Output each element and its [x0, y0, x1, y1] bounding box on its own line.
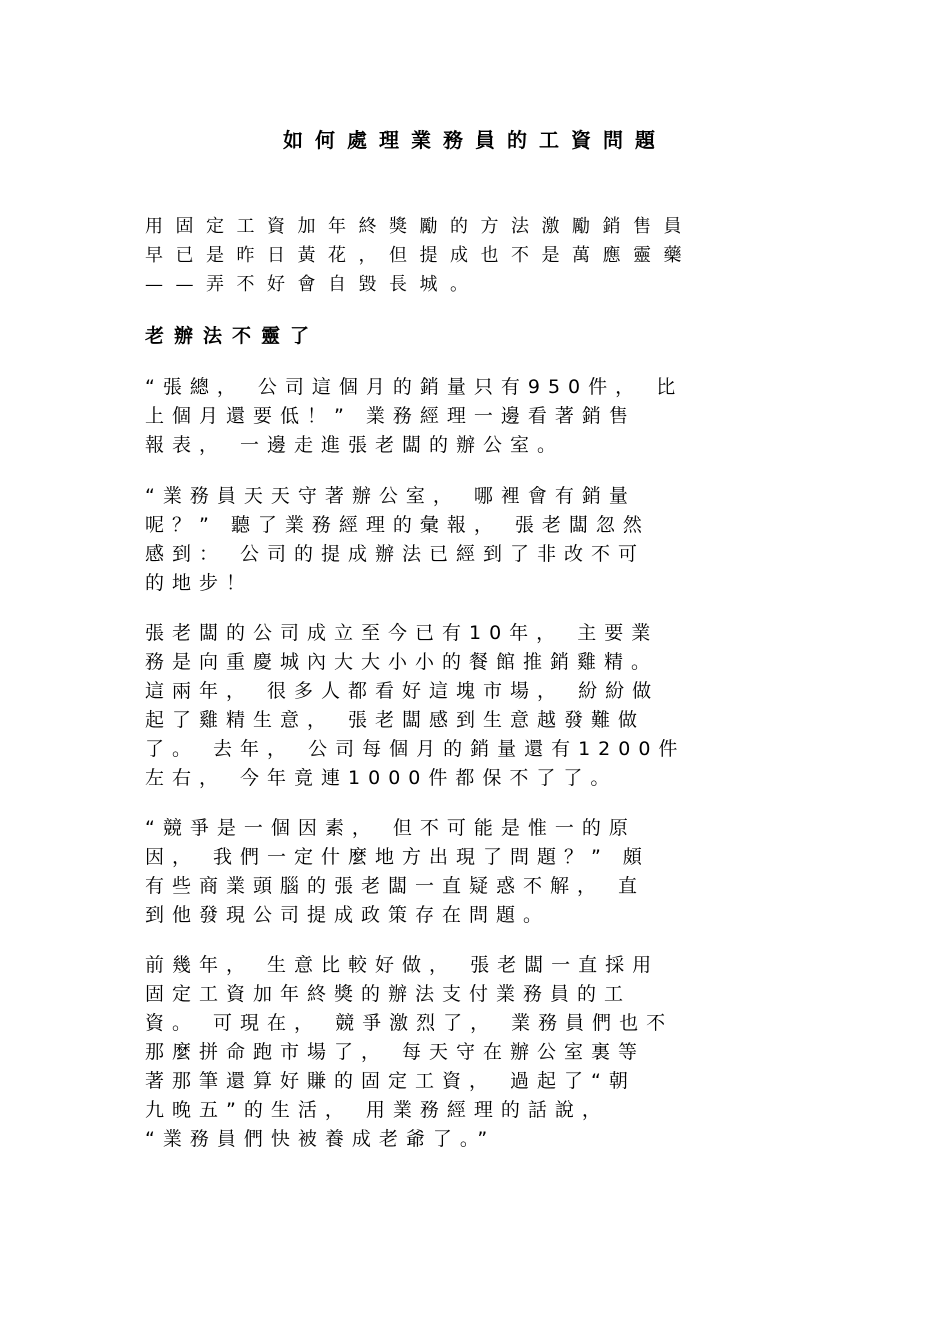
paragraph-line: “張總， 公司這個月的銷量只有950件， 比: [145, 376, 684, 398]
paragraph-line: 著那筆還算好賺的固定工資， 過起了“朝: [145, 1070, 636, 1092]
paragraph-line: 感到： 公司的提成辦法已經到了非改不可: [145, 543, 646, 565]
paragraph-line: 起了雞精生意， 張老闆感到生意越發難做: [145, 709, 646, 731]
paragraph-line: 到他發現公司提成政策存在問題。: [145, 904, 551, 926]
body-paragraph-1: [145, 373, 845, 460]
paragraph-line: 那麼拼命跑市場了， 每天守在辦公室裏等: [145, 1041, 646, 1063]
paragraph-line: 報表， 一邊走進張老闆的辦公室。: [145, 434, 565, 456]
intro-line: ——弄不好會自毀長城。: [145, 274, 481, 295]
body-paragraph-5: [145, 951, 845, 1154]
paragraph-line: 資。 可現在， 競爭激烈了， 業務員們也不: [145, 1012, 674, 1034]
paragraph-line: “業務員天天守著辦公室， 哪裡會有銷量: [145, 485, 636, 507]
paragraph-line: 固定工資加年終獎的辦法支付業務員的工: [145, 983, 632, 1005]
paragraph-line: 因， 我們一定什麼地方出現了問題？” 頗: [145, 846, 650, 868]
section-heading: [145, 322, 845, 350]
paragraph-line: 張老闆的公司成立至今已有10年， 主要業: [145, 622, 659, 644]
intro-paragraph: [145, 212, 845, 299]
paragraph-line: “業務員們快被養成老爺了。”: [145, 1128, 496, 1150]
body-paragraph-2: [145, 482, 845, 598]
paragraph-line: 有些商業頭腦的張老闆一直疑惑不解， 直: [145, 875, 646, 897]
paragraph-line: 左右， 今年竟連1000件都保不了了。: [145, 767, 618, 789]
paragraph-line: 這兩年， 很多人都看好這塊市場， 紛紛做: [145, 680, 660, 702]
paragraph-line: 前幾年， 生意比較好做， 張老闆一直採用: [145, 954, 660, 976]
paragraph-line: 上個月還要低！” 業務經理一邊看著銷售: [145, 405, 636, 427]
paragraph-line: “競爭是一個因素， 但不可能是惟一的原: [145, 817, 636, 839]
paragraph-line: 的地步！: [145, 572, 254, 594]
paragraph-line: 了。 去年， 公司每個月的銷量還有1200件: [145, 738, 686, 760]
intro-line: 用固定工資加年終獎勵的方法激勵銷售員: [145, 216, 694, 237]
document-title: 如何處理業務員的工資問題: [283, 128, 667, 152]
paragraph-line: 呢？” 聽了業務經理的彙報， 張老闆忽然: [145, 514, 650, 536]
paragraph-line: 務是向重慶城內大大小小的餐館推銷雞精。: [145, 651, 659, 673]
paragraph-line: 九晚五”的生活， 用業務經理的話說，: [145, 1099, 609, 1121]
body-paragraph-4: [145, 814, 845, 930]
intro-line: 早已是昨日黃花，但提成也不是萬應靈藥: [145, 245, 694, 266]
section-heading-text: 老辦法不靈了: [145, 325, 320, 347]
body-paragraph-3: [145, 619, 845, 793]
